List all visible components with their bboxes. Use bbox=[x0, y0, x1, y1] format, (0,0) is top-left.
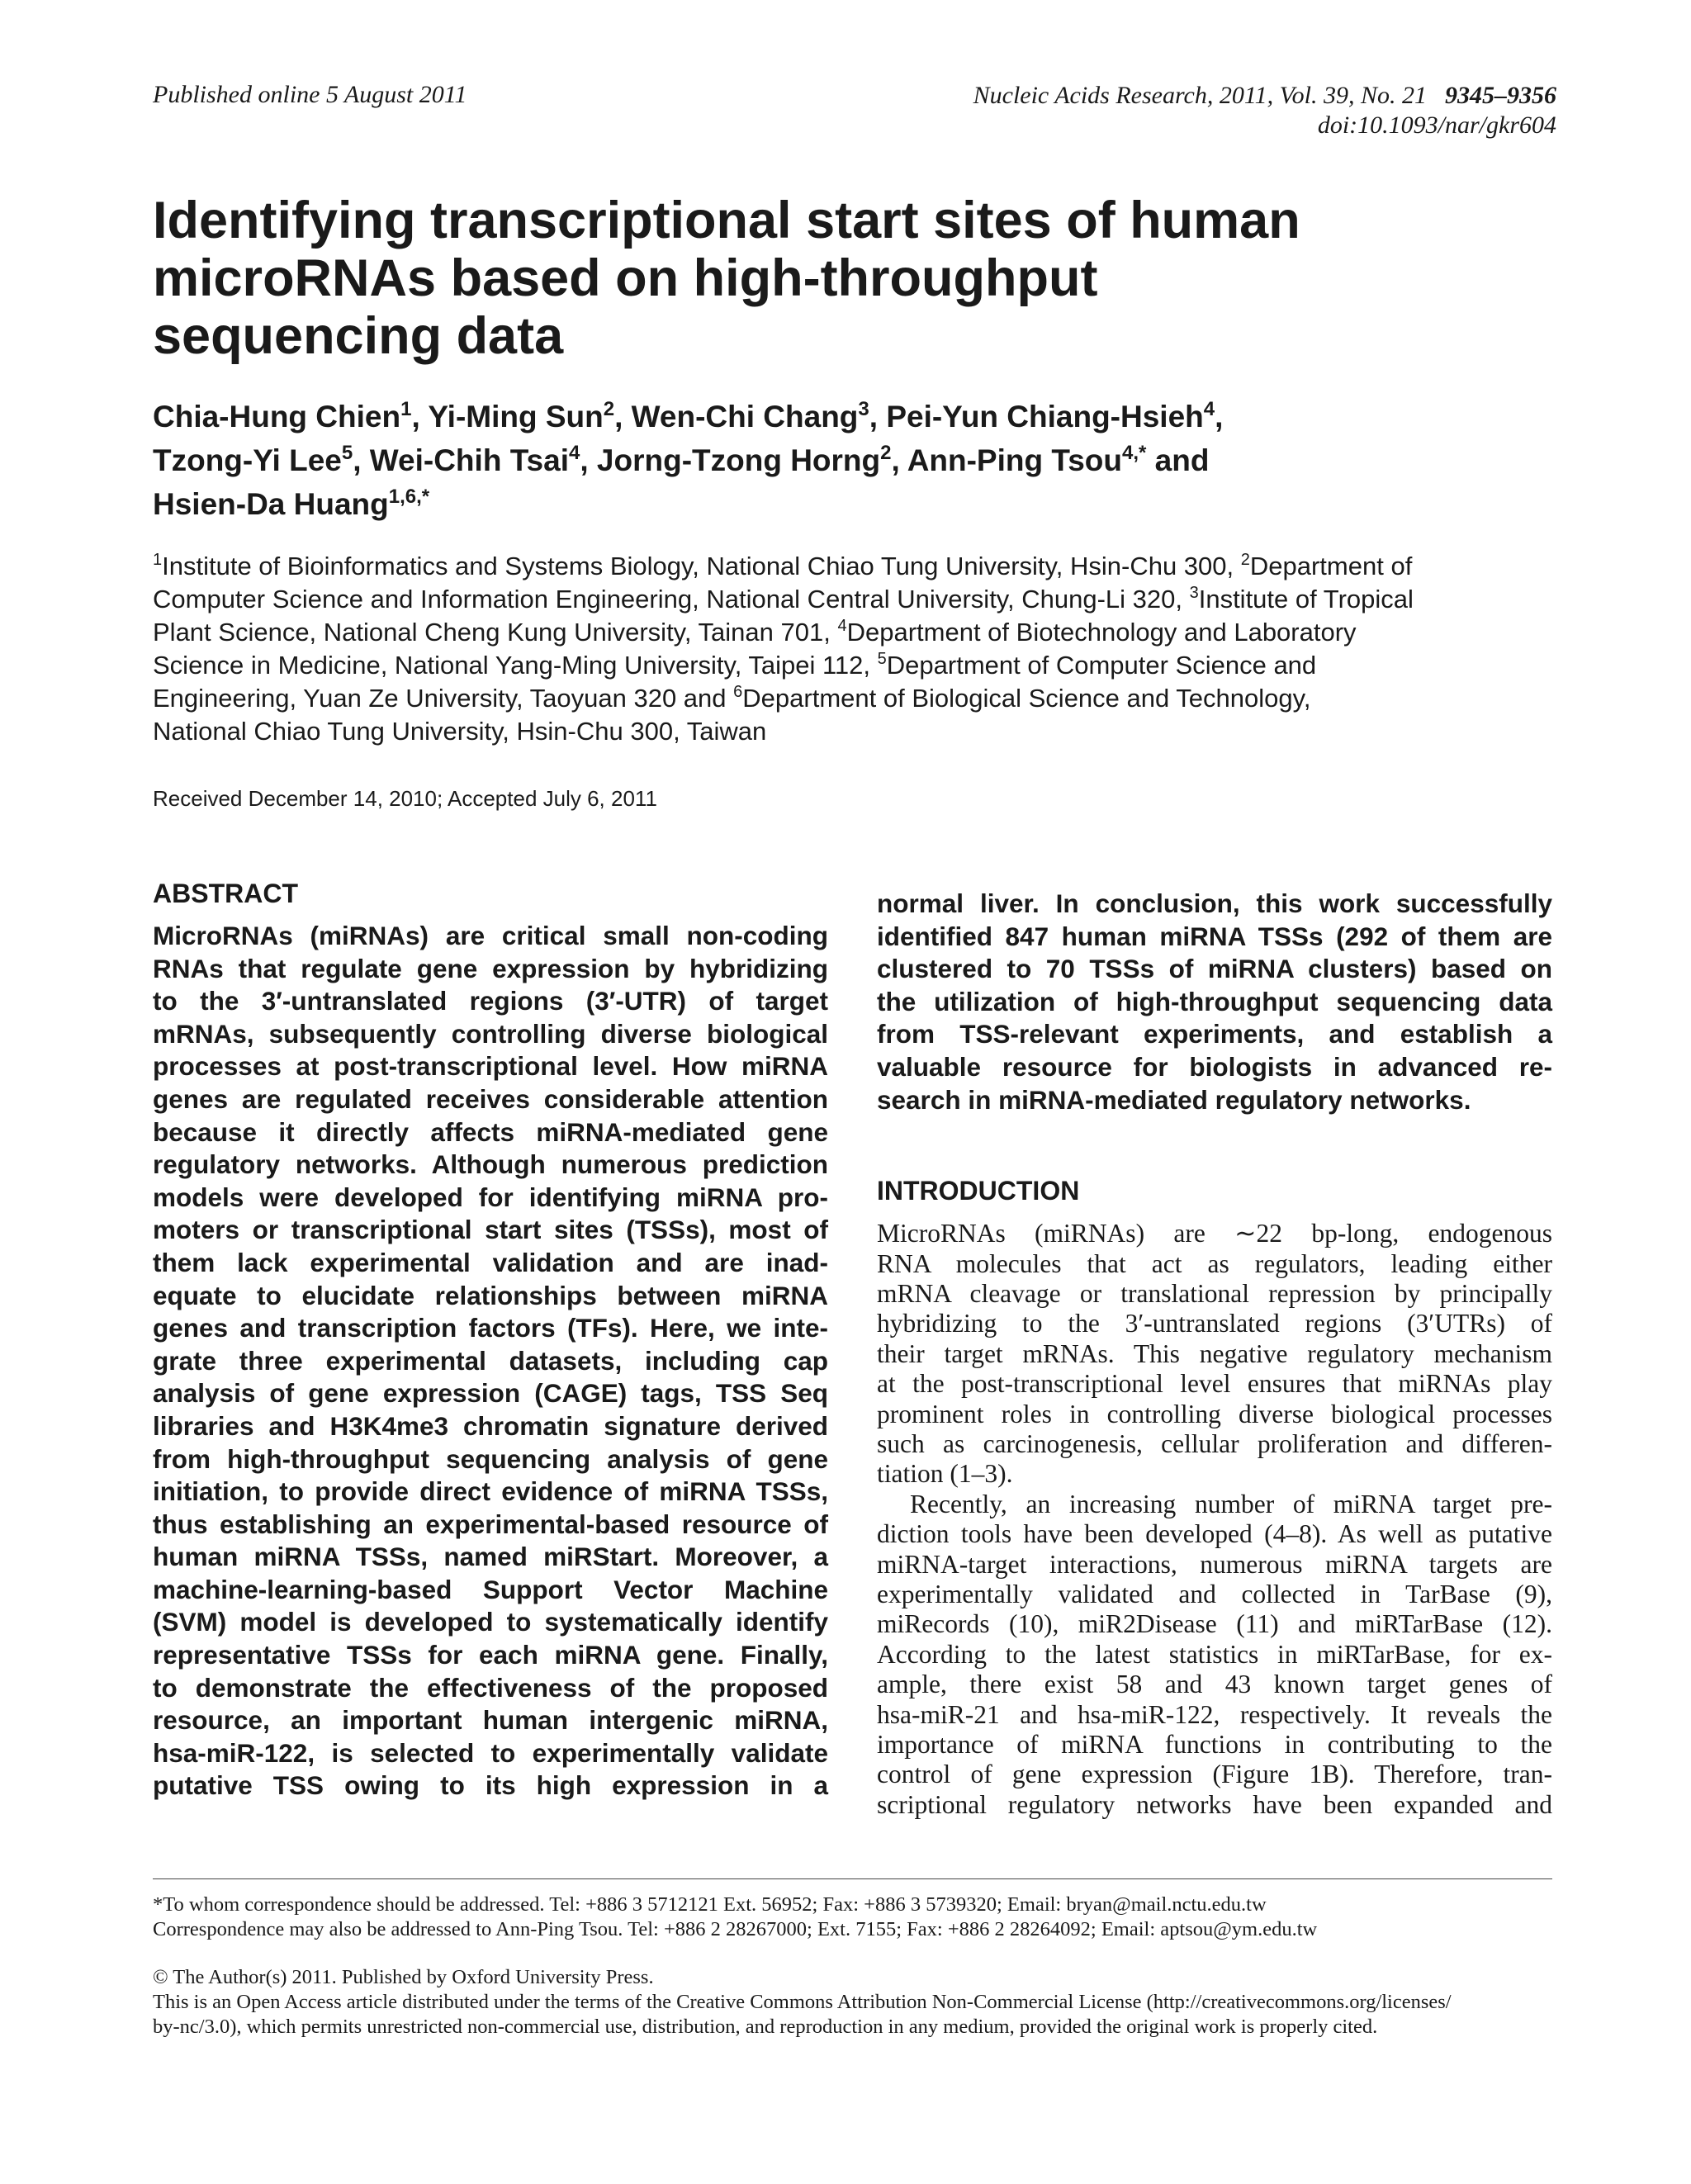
text-line: MicroRNAs (miRNAs) are critical small non-coding bbox=[153, 921, 828, 950]
text-line: by-nc/3.0), which permits unrestricted non-commercial use, distribution, and reproduction in any medium, provided the original work is properly cited. bbox=[153, 2016, 1378, 2038]
text-line: control of gene expression (Figure 1B). Therefore, tran- bbox=[877, 1760, 1552, 1789]
text-line: thus establishing an experimental-based resource of bbox=[153, 1509, 828, 1539]
abstract-text bbox=[153, 920, 828, 1803]
author-name: Yi-Ming Sun bbox=[428, 400, 604, 433]
introduction-heading: INTRODUCTION bbox=[877, 1176, 1080, 1206]
text-line: valuable resource for biologists in advanced re- bbox=[877, 1051, 1552, 1082]
doi: doi:10.1093/nar/gkr604 bbox=[1317, 111, 1556, 139]
text-line: human miRNA TSSs, named miRStart. Moreover, a bbox=[153, 1542, 828, 1572]
text-line: genes are regulated receives considerable attention bbox=[153, 1083, 828, 1114]
text-line: normal liver. In conclusion, this work successfully bbox=[877, 888, 1552, 918]
abstract-heading: ABSTRACT bbox=[153, 879, 298, 908]
text-line: moters or transcriptional start sites (TSSs), most of bbox=[153, 1215, 828, 1245]
text-line: tiation (1–3). bbox=[877, 1459, 1013, 1489]
text-line: This is an Open Access article distributed under the terms of the Creative Commons Attribution Non-Commercial License (http://creativecommons.org/licenses/ bbox=[153, 1991, 1452, 2013]
text-line: mRNAs, subsequently controlling diverse biological bbox=[153, 1018, 828, 1049]
text-line: to demonstrate the effectiveness of the proposed bbox=[153, 1672, 828, 1703]
text-line: equate to elucidate relationships between miRNA bbox=[153, 1280, 828, 1310]
footnote-divider bbox=[153, 1878, 1552, 1879]
text-line: scriptional regulatory networks have been expanded and bbox=[877, 1789, 1552, 1819]
author-name: Ann-Ping Tsou bbox=[907, 443, 1123, 477]
text-line: hsa-miR-21 and hsa-miR-122, respectively. It reveals the bbox=[877, 1699, 1552, 1729]
text-line: importance of miRNA functions in contributing to the bbox=[877, 1730, 1552, 1760]
author-list bbox=[153, 395, 1573, 526]
text-line: RNAs that regulate gene expression by hybridizing bbox=[153, 953, 828, 983]
text-line: from TSS-relevant experiments, and establish a bbox=[877, 1019, 1552, 1049]
author-name: Jorng-Tzong Horng bbox=[596, 443, 881, 477]
left-column bbox=[153, 877, 828, 1803]
text-line: © The Author(s) 2011. Published by Oxford University Press. bbox=[153, 1966, 654, 1988]
author-name: Chia-Hung Chien bbox=[153, 400, 401, 433]
received-dates: Received December 14, 2010; Accepted July 6, 2011 bbox=[153, 786, 657, 811]
title-line: microRNAs based on high-throughput bbox=[153, 249, 1098, 307]
correspondence-note bbox=[153, 1893, 1573, 1942]
text-line: miRNA-target interactions, numerous miRNA targets are bbox=[877, 1549, 1552, 1579]
text-line: because it directly affects miRNA-mediated gene bbox=[153, 1116, 828, 1147]
text-line: to the 3′-untranslated regions (3′-UTR) of target bbox=[153, 986, 828, 1016]
affiliation-line: $^1$Institute of Bioinformatics and Systems Biology, National Chiao Tung University, Hsin-Chu 300, $^2$Department of bbox=[153, 551, 1413, 580]
title-line: Identifying transcriptional start sites of human bbox=[153, 192, 1300, 249]
journal-citation bbox=[973, 81, 1556, 140]
text-line: search in miRNA-mediated regulatory networks. bbox=[877, 1084, 1471, 1115]
text-line: miRecords (10), miR2Disease (11) and miRTarBase (12). bbox=[877, 1609, 1552, 1639]
text-line: representative TSSs for each miRNA gene. Finally, bbox=[153, 1640, 828, 1670]
text-line: *To whom correspondence should be addressed. Tel: +886 3 5712121 Ext. 56952; Fax: +886 3 5739320; Email: bryan@mail.nctu.edu.tw bbox=[153, 1893, 1267, 1916]
author-affil-mark: 5 bbox=[341, 442, 353, 464]
text-line: Recently, an increasing number of miRNA target pre- bbox=[910, 1489, 1552, 1518]
text-line: from high-throughput sequencing analysis of gene bbox=[153, 1443, 828, 1474]
author-name: Pei-Yun Chiang-Hsieh bbox=[886, 400, 1204, 433]
right-column bbox=[877, 888, 1552, 1820]
text-line: experimentally validated and collected in TarBase (9), bbox=[877, 1580, 1552, 1609]
text-line: mRNA cleavage or translational repression by principally bbox=[877, 1278, 1552, 1308]
text-line: RNA molecules that act as regulators, leading either bbox=[877, 1248, 1552, 1278]
affiliation-line: Computer Science and Information Engineering, National Central University, Chung-Li 320, $^3$Institute of Tropical bbox=[153, 584, 1414, 614]
affiliation-line: Science in Medicine, National Yang-Ming University, Taipei 112, $^5$Department of Computer Science and bbox=[153, 650, 1317, 680]
page-range: 9345–9356 bbox=[1445, 82, 1556, 109]
corresponding-star: * bbox=[421, 486, 430, 508]
text-line: genes and transcription factors (TFs). Here, we inte- bbox=[153, 1313, 828, 1343]
author-affil-mark: 1 bbox=[400, 398, 412, 420]
text-line: processes at post-transcriptional level. How miRNA bbox=[153, 1051, 828, 1082]
abstract-continued bbox=[877, 888, 1552, 1116]
author-affil-mark: 4 bbox=[569, 442, 580, 464]
author-name: Wen-Chi Chang bbox=[631, 400, 859, 433]
text-line: identified 847 human miRNA TSSs (292 of them are bbox=[877, 921, 1552, 951]
author-affil-mark: 4,* bbox=[1122, 442, 1147, 464]
corresponding-star: * bbox=[1139, 442, 1147, 464]
author-line: Chia-Hung Chien$^1$, Yi-Ming Sun$^2$, Wen-Chi Chang$^3$, Pei-Yun Chiang-Hsieh$^4$, bbox=[153, 398, 1224, 433]
text-line: (SVM) model is developed to systematically identify bbox=[153, 1607, 828, 1637]
journal-line bbox=[973, 81, 1556, 111]
text-line: models were developed for identifying miRNA pro- bbox=[153, 1182, 828, 1212]
text-line: MicroRNAs (miRNAs) are ∼22 bp-long, endogenous bbox=[877, 1219, 1552, 1248]
text-line: the utilization of high-throughput sequencing data bbox=[877, 986, 1552, 1016]
author-line bbox=[153, 482, 1573, 526]
affiliations bbox=[153, 550, 1573, 748]
journal-name: Nucleic Acids Research, 2011, Vol. 39, No. 21 bbox=[973, 82, 1427, 109]
text-line: initiation, to provide direct evidence of miRNA TSSs, bbox=[153, 1476, 828, 1507]
text-line: machine-learning-based Support Vector Machine bbox=[153, 1574, 828, 1604]
author-and: and bbox=[1154, 443, 1210, 477]
author-affil-mark: 1,6,* bbox=[388, 486, 430, 508]
paper-title bbox=[153, 192, 1573, 365]
text-line: clustered to 70 TSSs of miRNA clusters) based on bbox=[877, 954, 1552, 984]
text-line: resource, an important human intergenic miRNA, bbox=[153, 1705, 828, 1736]
text-line: at the post-transcriptional level ensures that miRNAs play bbox=[877, 1369, 1552, 1399]
author-affil-mark: 3 bbox=[858, 398, 869, 420]
affiliation-line: Plant Science, National Cheng Kung University, Tainan 701, $^4$Department of Biotechnology and Laboratory bbox=[153, 617, 1357, 647]
text-line: hybridizing to the 3′-untranslated regions (3′UTRs) of bbox=[877, 1309, 1552, 1338]
author-name: Wei-Chih Tsai bbox=[369, 443, 569, 477]
published-date: Published online 5 August 2011 bbox=[153, 81, 467, 108]
affiliation-line: Engineering, Yuan Ze University, Taoyuan 320 and $^6$Department of Biological Science and Technology, bbox=[153, 683, 1311, 713]
introduction-text bbox=[877, 1219, 1552, 1820]
text-line: their target mRNAs. This negative regulatory mechanism bbox=[877, 1338, 1552, 1368]
author-line: Tzong-Yi Lee$^5$, Wei-Chih Tsai$^4$, Jorng-Tzong Horng$^2$, Ann-Ping Tsou$^{4,*}$ and bbox=[153, 442, 1210, 477]
author-name: Tzong-Yi Lee bbox=[153, 443, 342, 477]
text-line: analysis of gene expression (CAGE) tags, TSS Seq bbox=[153, 1378, 828, 1409]
text-line: regulatory networks. Although numerous prediction bbox=[153, 1149, 828, 1180]
author-affil-mark: 4 bbox=[1203, 398, 1215, 420]
affiliation-line: National Chiao Tung University, Hsin-Chu 300, Taiwan bbox=[153, 717, 767, 746]
text-line: such as carcinogenesis, cellular proliferation and differen- bbox=[877, 1429, 1552, 1458]
text-line: prominent roles in controlling diverse biological processes bbox=[877, 1399, 1552, 1428]
text-line: ample, there exist 58 and 43 known target genes of bbox=[877, 1670, 1552, 1699]
text-line: putative TSS owing to its high expression in a bbox=[153, 1770, 828, 1801]
author-name: Hsien-Da Huang bbox=[153, 487, 389, 521]
text-line: According to the latest statistics in miRTarBase, for ex- bbox=[877, 1639, 1552, 1669]
author-affil-mark: 2 bbox=[880, 442, 892, 464]
text-line: hsa-miR-122, is selected to experimentally validate bbox=[153, 1737, 828, 1768]
text-line: diction tools have been developed (4–8). As well as putative bbox=[877, 1519, 1552, 1549]
text-line: grate three experimental datasets, including cap bbox=[153, 1345, 828, 1376]
author-affil-mark: 2 bbox=[603, 398, 615, 420]
text-line: libraries and H3K4me3 chromatin signature derived bbox=[153, 1410, 828, 1441]
title-line: sequencing data bbox=[153, 307, 564, 365]
text-line: Correspondence may also be addressed to Ann-Ping Tsou. Tel: +886 2 28267000; Ext. 7155; Fax: +886 2 28264092; Email: aptsou@ym.edu.tw bbox=[153, 1918, 1318, 1940]
license-note bbox=[153, 1965, 1573, 2040]
text-line: them lack experimental validation and are inad- bbox=[153, 1247, 828, 1277]
